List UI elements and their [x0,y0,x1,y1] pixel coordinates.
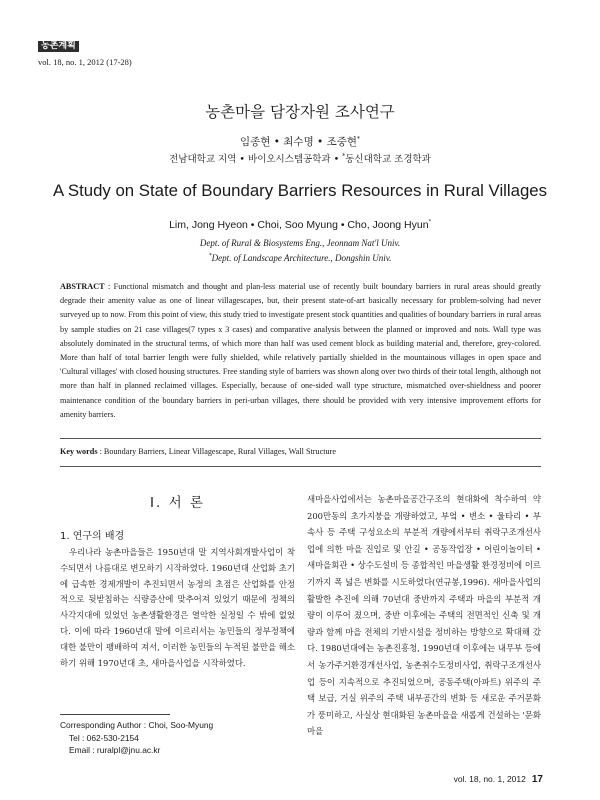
volume-line: vol. 18, no. 1, 2012 (17-28) [38,57,132,67]
english-authors-mark: * [428,219,431,226]
keywords-text: : Boundary Barriers, Linear Villagescape, Rural Villages, Wall Structure [97,447,336,456]
body-left-column: 우리나라 농촌마을들은 1950년대 말 지역사회개발사업이 착수되면서 나름대로 변모하기 시작하였다. 1960년대 산업화 초기에 급속한 경제개발이 추진되면서 농정의 초점은 산업화를 안정적으로 뒷받침하는 식량증산에 맞추어져 있었기 때문에 정책의 사각지대에 있었던 농촌생활환경은 열악한 실정일 수 밖에 없었다. 이에 따라 1960년대 말에 이르러서는 농민들의 정부정책에 대한 불만이 팽배하여 져서, 이러한 농민들의 누적된 불만을 해소하기 위해 1970년대 초, 새마을사업을 시작하였다. [60,547,295,668]
footnote-tel: Tel : 062-530-2154 [69,732,139,743]
footer-volume: vol. 18, no. 1, 2012 [453,774,526,784]
keywords-label: Key words [60,447,98,456]
korean-affiliation-1: 전남대학교 지역 • 바이오시스템공학과 • [169,154,343,165]
english-affiliation-1: Dept. of Rural & Biosystems Eng., Jeonnam Nat'l Univ. [199,238,401,248]
english-authors-names: Lim, Jong Hyeon • Choi, Soo Myung • Cho, Joong Hyun [169,219,429,231]
page-footer [454,774,543,785]
english-affiliation-2 [0,253,600,263]
english-title: A Study on State of Boundary Barriers Resources in Rural Villages [52,181,548,200]
footnote-author: Corresponding Author : Choi, Soo-Myung [60,720,214,730]
body-right-column: 새마을사업에서는 농촌마을공간구조의 현대화에 착수하여 약 200만동의 초가지붕을 개량하였고, 부엌 • 변소 • 울타리 • 부속사 등 주택 구성요소의 부분적 개량에서부터 취락구조개선사업에 의한 마을 진입로 및 안길 • 공동작업장 • 어린이놀이터 • 새마을회관 • 상수도설비 등 종합적인 마을생활 환경정비에 이르기까지 폭 넓은 변화를 시도하였다(연규봉,1996). 새마을사업의 활발한 추진에 의해 70년대 중반까지 주택과 마을의 부분적 개량이 이루어 졌으며, 중반 이후에는 주택의 전면적인 신축 및 개량과 함께 마을 전체의 기반시설을 정비하는 방향으로 확대해 갔다. 1980년대에는 농촌진흥청, 1990년대 이후에는 내무부 등에서 농가주거환경개선사업, 농촌취수도정비사업, 취락구조개선사업 등이 지속적으로 추진되었으며, 공동주택(아파트) 위주의 주택 보급, 거실 위주의 주택 내부공간의 변화 등 새로운 주거문화가 풍미하고, 사실상 현대화된 농촌마을을 새롭게 건설하는 '문화마을 [307,494,541,737]
subsection-heading: 1. 연구의 배경 [60,531,125,542]
footnote-rule [60,714,170,715]
keywords-bottom-rule [60,466,541,467]
keywords-top-rule [60,438,541,439]
korean-affiliation-2: 동신대학교 조경학과 [345,154,431,165]
journal-tag: 농촌계획 [38,41,79,52]
korean-authors [0,134,600,149]
abstract [60,280,541,422]
korean-affiliation [0,151,600,165]
page-number: 17 [531,774,543,785]
abstract-label: ABSTRACT [60,282,105,291]
abstract-text: : Functional mismatch and thought and plan-less material use of recently built boundary barriers in rural areas should greatly degrade their amenity value as one of linear villagescapes, but, their present state-of-art basically necessary for problem-solving had never surveyed up to now. From this point of view, this study tried to investigate present stock quantities and qualities of boundary barriers in rural areas by sample studies on 21 case villages(7 types x 3 cases) and comparative analysis between the planned or improved and nots. Wall type was absolutely dominated in the structural terms, of which more than half was used cement block as building material and, therefore, grey-colored. More than half of total barrier length were fully shielded, while relatively partially shielded in the mountainous villages in open space and 'Cultural villages' with closed housing structures. Free standing style of barriers was shown along over two thirds of their total length, although not more than half in planned reclaimed villages. Especially, because of one-sided wall type structure, mismatched over-shieldness and poorer maintenance condition of the boundary barriers in peri-urban villages, there should be provided with very intensive improvement efforts for amenity barriers. [60,282,541,419]
english-affiliation-2-mark: * [208,253,212,259]
section-heading: Ⅰ. 서 론 [150,495,205,511]
english-authors [0,219,600,231]
corresponding-author-footnote [60,719,213,757]
korean-title: 농촌마을 담장자원 조사연구 [205,103,395,121]
keywords [60,447,541,456]
korean-authors-names: 임종현 • 최수명 • 조중현 [239,136,358,148]
english-affiliation-2-text: Dept. of Landscape Architecture., Dongshin Univ. [211,253,392,263]
korean-affiliation-mark: * [342,152,346,160]
footnote-email: Email : ruralpl@jnu.ac.kr [69,745,161,755]
korean-authors-mark: * [357,135,361,143]
